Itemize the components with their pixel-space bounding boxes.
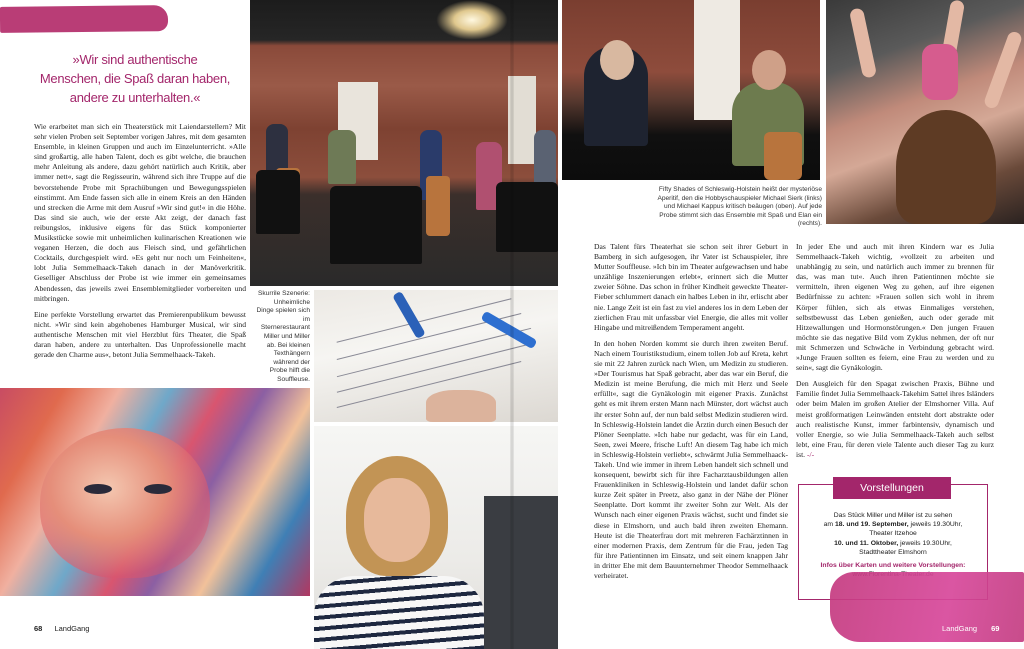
infobox-venue: Stadttheater Elmshorn [859,548,927,556]
pull-quote-line-2: Menschen, die Spaß daran haben, [39,71,231,86]
brush-stroke-top [0,5,168,33]
chandelier [436,0,508,40]
paragraph: In den hohen Norden kommt sie durch ihren zweiten Beruf. Nach einem Touristikstudium, einem tollen Job auf Kreta, kehrt sie mit 22 Jahren zurück nach Wien, um Medizin zu studieren. »Der Tourismus hat Spaß gebracht, aber das war ein Beruf, die Medizin ist meine Berufung, die mich mit Herz und Seele erfüllt«, sagt die Gynäkologin mit eigener Praxis. Zunächst geht es mit ihrem ersten Mann nach Münster, dort wächst auch ihr erster Sohn auf, der nun bald selbst Medizin studieren wird. In Schleswig-Holstein landet die Ärztin durch einen Besuch der Plöner Seenplatte. »Ich habe nur gedacht, was für ein Land, Seen, zwei Meere, frische Luft! An diesem Tag habe ich mich in Schleswig-Holstein verliebt«, schwärmt Julia Semmelhaack-Takeh. Und wie immer in ihrem Leben handelt sich schnell und konsequent, bewirbt sich für ihre Facharztausbildungen allen Frauenkliniken in Schleswig-Holstein und landet dafür schon kurze Zeit später in Preetz, also ganz in der Nähe der Plöner Seenplatte. Dort kommt ihr zweiter Sohn zur Welt. Als der Wunsch nach einer eigenen Praxis wächst, sucht und findet sie diese in Elmshorn, und auch bald ihren zweiten Ehemann. Heute ist die Theaterfrau dort mit mehreren Fachärztinnen in einer modernen Praxis, dem Zentrum für die Frau, jeden Tag für ihre Patientinnen im Einsatz, und seit einem knappen Jahr in dritter Ehe mit dem Bauunternehmer Theodor Semmelhaack verheiratet. [594,338,789,580]
infobox-line [799,539,987,548]
article-column-right-2 [796,242,994,466]
chair [764,132,802,180]
paragraph: In jeder Ehe und auch mit ihren Kindern war es Julia Semmelhaack-Takeh wichtig, »vollzeit zu arbeiten und unabhängig zu sein, und natürlich auch immer zu brennen für das, was man tut«. Auch ihren Patientinnen möchte sie vermitteln, ihren eigenen Weg zu gehen, auf ihre eigenen Bedürfnisse zu achten: »Frauen sollen sich wohl in ihrem Körper fühlen, sich als etwas Einmaliges verstehen, selbstbewusst das Leben genießen, auch oder gerade mit Hitzewallungen und Hormonstörungen.« Den jungen Frauen möchte sie das negative Bild vom Zyklus nehmen, der oft nur mit Schmerzen und Schwäche in Verbindung gebracht wird. »Junge Frauen sollten es feiern, eine Frau zu werden und zu sein«, sagt die Gynäkologin. [796,242,994,373]
article-column-left [34,122,246,366]
infobox-line: Das Stück Miller und Miller ist zu sehen [833,512,953,519]
actor-figure [328,130,356,184]
infobox-date: 10. und 11. Oktober, [834,539,899,547]
folio-left [34,624,89,633]
infobox-line [799,520,987,529]
infobox-date: 18. und 19. September, [835,521,909,529]
ensemble-cheering-photo [826,0,1024,224]
page-number: 68 [34,624,43,633]
actor-head [752,50,786,90]
magazine-name: LandGang [54,624,90,633]
infobox-venue: Theater Itzehoe [869,530,917,538]
article-column-right-1 [594,242,788,587]
magazine-name: LandGang [942,624,978,633]
hand [426,390,496,422]
person-pink-top [922,44,958,100]
pull-quote [24,50,246,107]
chair [426,176,450,236]
paragraph: Wie erarbeitet man sich ein Theaterstück mit Laiendarstellern? Mit sehr vielen Proben seit September vorigen Jahres, mit dem gesamten Ensemble, in kleinen Gruppen und auch im Einzelunterricht. »Alle sind großartig, alle haben Talent, doch es gibt welche, die brauchen mehr Anleitung als andere, dazu gehört natürlich auch Kritik, aber immer nett«, sagt die Regisseurin, während sich ihre Truppe auf die bevorstehende Probe mit Sprachübungen und Bewegungsspielen einstimmt. Am Ende fassen sich alle in einem Kreis an den Händen und strecken die Arme mit dem Ausruf »Wir sind gut!« in die Höhe. Das sind sie auch, wie der erste Akt zeigt, der danach fast reibungslos, inklusive eigens für das Stück komponierter Musikstücke sowie mit unheimlichen kulinarischen Kreationen wie veganen Herzen, die doch aus Fleisch sind, und gefährlichen Cocktails, durchgespielt wird. »Es geht nur noch um Feinheiten«, lobt Julia Semmelhaack-Takeh danach in der Manöverkritik. Geselliger Abschluss der Probe ist wie immer ein gemeinsames Abendessen, das jeweils zwei Ensemblemitglieder vorbereiten und mitbringen. [34,122,246,303]
infobox-text: jeweils 19.30Uhr, [908,521,963,529]
infobox-tickets: Infos über Karten und weitere Vorstellungen: [820,562,966,570]
background-object [484,496,558,649]
painted-face [40,428,210,578]
dining-table [330,186,422,264]
portrait-photo [314,426,558,649]
painted-eye [144,484,172,494]
actor-figure [266,124,288,172]
infobox-title: Vorstellungen [833,477,951,499]
actor-head [600,40,634,80]
paragraph [796,379,994,460]
raised-arm [849,7,877,78]
dining-table [256,170,300,234]
painted-eye [84,484,112,494]
paragraph-text: Den Ausgleich für den Spagat zwischen Praxis, Bühne und Familie findet Julia Semmelhaack-Takehim Sattel ihres Isländers oder beim Malen im großen Atelier der Elmshorner Villa. Auf meist großformatigen Leinwänden entsteht dort abstrakte oder auch realistische Kunst, immer farbintensiv, dynamisch und voller Energie, so wie Julia Semmelhaack-Takeh auch selbst lebt, eine Frau, für deren viele Talente auch dieser Tag zu kurz ist. [796,379,994,459]
abstract-painting-photo [0,388,310,596]
striped-shirt [314,576,484,649]
pull-quote-line-1: »Wir sind authentische [72,52,198,67]
photo-caption-left: Skurrile Szenerie: Unheimliche Dinge spielen sich im Sternerestaurant Miller und Miller ab. Bei kleinen Texthängern während der Probe hilft die Souffleuse. [256,290,310,383]
two-actors-photo [562,0,820,180]
photo-caption-right: Fifty Shades of Schleswig-Holstein heißt der mysteriöse Aperitif, den die Hobbyschauspieler Michael Sierk (links) und Michael Kappus kritisch beäugen (oben). Auf jede Probe stimmt sich das Ensemble mit Spaß und Elan ein (rechts). [657,186,822,228]
page-number: 69 [991,624,1000,633]
end-mark: -/- [806,449,815,459]
paragraph: Das Talent fürs Theaterhat sie schon seit ihrer Geburt in Bamberg in sich aufgesogen, ihr Vater ist Schauspieler, ihre Mutter Souffleuse. »Ich bin im Theater aufgewachsen und habe unzählige Inszenierungen erlebt«, erinnert sich die Mutter zweier Söhne. Das schon in früher Kindheit geweckte Theater-Fieber schlummert danach ein halbes Leben in ihr, erlischt aber nie. Lange Zeit ist ein fast zu viel anderes los in dem Leben der zierlichen Frau mit unfassbar viel Energie, die alles mit voller Hingabe und mitreißendem Temperament angeht. [594,242,788,332]
hair [896,110,996,224]
page-spine [510,0,514,649]
raised-arm [983,30,1024,110]
paragraph: Eine perfekte Vorstellung erwartet das Premierenpublikum bewusst nicht. »Wir sind kein abgehobenes Hamburger Musical, wir sind authentische Menschen mit viel Herzblut fürs Theater, die Spaß daran haben, andere zu unterhalten. Das Unprofessionelle macht gerade den Charme aus«, betont Julia Semmelhaack-Takeh. [34,309,246,360]
folio-right [942,624,999,633]
pull-quote-line-3: andere zu unterhalten.« [69,90,201,105]
actor-figure [534,130,556,184]
script-pages-photo [314,290,558,422]
pen [392,291,426,339]
dining-table [496,182,558,252]
face [364,478,430,562]
infobox-text: jeweils 19.30Uhr, [898,539,952,547]
infobox-text: am [823,521,835,529]
